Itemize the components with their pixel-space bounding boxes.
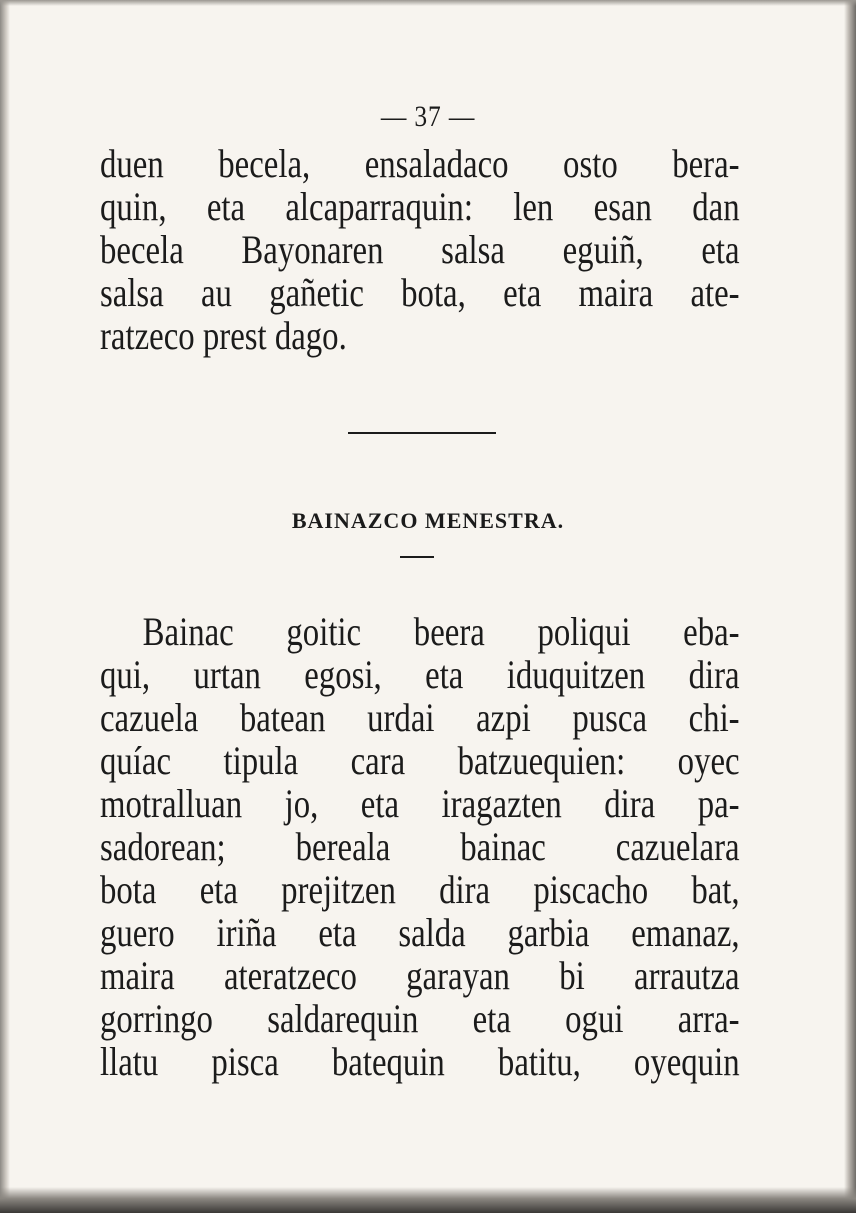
recipe-paragraph [100, 609, 740, 1084]
text-line: motralluan jo, eta iragazten dira pa- [100, 781, 740, 826]
text-line: gorringo saldarequin eta ogui arra- [100, 996, 740, 1041]
text-line-first [100, 610, 740, 653]
text-line: maira ateratzeco garayan bi arrautza [100, 953, 740, 998]
text-line-content: Bainac goitic beera poliqui eba- [142, 609, 740, 654]
text-line: quin, eta alcaparraquin: len esan dan [100, 184, 740, 229]
text-line: bota eta prejitzen dira piscacho bat, [100, 867, 740, 912]
section-heading: BAINAZCO MENESTRA. [291, 508, 565, 533]
text-line: duen becela, ensaladaco osto bera- [100, 141, 740, 186]
text-line: quíac tipula cara batzuequien: oyec [100, 738, 740, 783]
text-line: qui, urtan egosi, eta iduquitzen dira [100, 652, 740, 697]
text-line: cazuela batean urdai azpi pusca chi- [100, 695, 740, 740]
page-edge-right [844, 0, 856, 1213]
text-line: salsa au gañetic bota, eta maira ate- [100, 270, 740, 315]
paragraph-continuation [100, 141, 740, 358]
text-line: sadorean; bereala bainac cazuelara [100, 824, 740, 869]
section-divider-rule [348, 432, 496, 434]
text-line: llatu pisca batequin batitu, oyequin [100, 1039, 740, 1084]
page-edge-left [0, 0, 10, 1213]
text-line: becela Bayonaren salsa eguiñ, eta [100, 227, 740, 272]
page-number: — 37 — [380, 100, 476, 133]
page-edge-bottom [0, 1187, 856, 1213]
text-line: ratzeco prest dago. [100, 313, 347, 358]
page-edge-top [0, 0, 856, 6]
heading-underline-rule [400, 556, 434, 558]
text-line: guero iriña eta salda garbia emanaz, [100, 910, 740, 955]
